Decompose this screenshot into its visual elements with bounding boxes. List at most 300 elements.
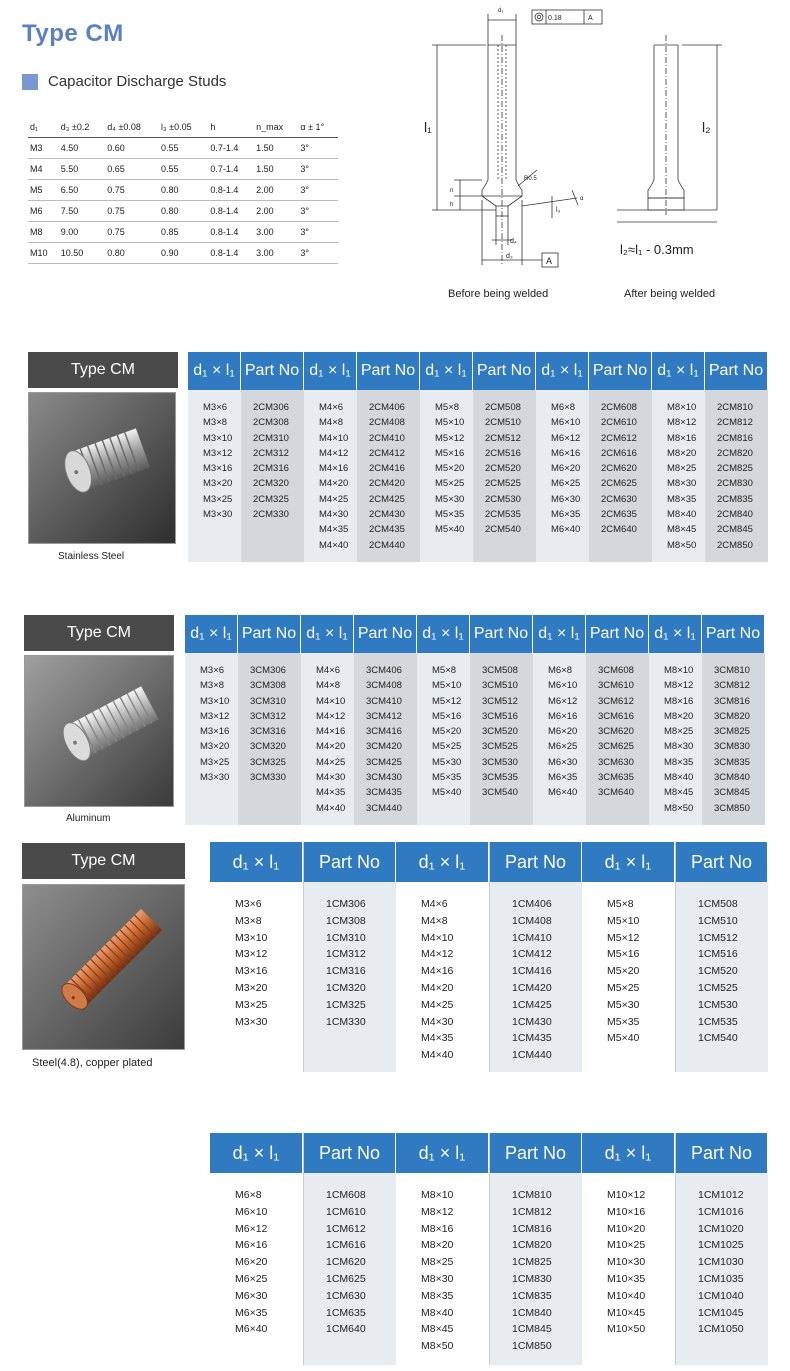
partno-cell: 1CM310: [326, 931, 366, 944]
size-cell: M4×25: [316, 756, 346, 768]
size-cell: M3×10: [203, 432, 233, 444]
size-cell: M8×20: [667, 447, 697, 459]
section-1-group-4-partno-column: [589, 352, 652, 562]
spec-cell: 0.7-1.4: [208, 138, 254, 159]
partno-cell: 3CM616: [598, 710, 634, 722]
partno-cell: 1CM810: [512, 1189, 552, 1201]
spec-row: [28, 201, 338, 222]
size-cell: M8×20: [421, 1239, 454, 1252]
section-3-material: Steel(4.8), copper plated: [32, 1057, 153, 1069]
spec-cell: 2.00: [254, 201, 298, 222]
size-column-header: d₁ × l₁: [396, 842, 489, 882]
partno-cell: 2CM440: [369, 539, 405, 551]
spec-cell: 3°: [298, 243, 338, 264]
section-3-group-2-partno-column: [489, 842, 582, 1072]
partno-cell: 2CM412: [369, 447, 405, 459]
partno-cell: 2CM312: [253, 447, 289, 459]
size-cell: M10×16: [607, 1205, 646, 1218]
size-cell: M3×30: [200, 772, 230, 784]
column-body: [652, 390, 705, 562]
partno-cell: 1CM620: [326, 1256, 366, 1269]
spec-cell: 7.50: [59, 201, 106, 222]
size-cell: M6×30: [548, 756, 578, 768]
section-3-type-label: Type CM: [22, 843, 185, 879]
column-body: [705, 390, 768, 562]
partno-cell: 2CM325: [253, 493, 289, 505]
partno-cell: 2CM635: [601, 509, 637, 521]
column-body: [582, 1173, 675, 1365]
partno-cell: 1CM325: [326, 998, 366, 1011]
spec-header-2: d₄ ±0.08: [105, 118, 159, 138]
size-cell: M4×12: [421, 948, 454, 961]
size-column-header: d₁ × l₁: [304, 352, 357, 390]
spec-row: [28, 243, 338, 264]
square-bullet-icon: [22, 74, 38, 90]
size-column-header: d₁ × l₁: [582, 1133, 675, 1173]
partno-cell: 3CM612: [598, 695, 634, 707]
section-1-group-5-size-column: [652, 352, 705, 562]
partno-cell: 3CM625: [598, 741, 634, 753]
size-cell: M3×8: [200, 680, 225, 692]
section-2-parts-table: [185, 615, 765, 825]
partno-cell: 1CM608: [326, 1189, 366, 1201]
section-2-group-2-size-column: [301, 615, 354, 825]
spec-cell: 3.00: [254, 243, 298, 264]
size-cell: M8×40: [664, 772, 694, 784]
spec-cell: 0.90: [159, 243, 208, 264]
partno-cell: 1CM520: [698, 965, 738, 978]
section-4-parts-table: [210, 1133, 768, 1365]
size-cell: M3×20: [235, 981, 268, 994]
size-cell: M8×12: [421, 1205, 454, 1218]
column-body: [304, 390, 357, 562]
partno-column-header: Part No: [705, 352, 768, 390]
spec-cell: 0.8-1.4: [208, 180, 254, 201]
partno-column-header: Part No: [702, 615, 765, 653]
size-cell: M3×16: [203, 463, 233, 475]
size-cell: M8×50: [667, 539, 697, 551]
spec-cell: 4.50: [59, 138, 106, 159]
size-cell: M8×30: [421, 1272, 454, 1285]
spec-cell: 1.50: [254, 138, 298, 159]
partno-cell: 3CM810: [714, 665, 750, 676]
partno-cell: 3CM420: [366, 741, 402, 753]
size-cell: M4×30: [421, 1015, 454, 1028]
size-cell: M6×10: [235, 1205, 268, 1218]
size-column-header: d₁ × l₁: [536, 352, 589, 390]
partno-cell: 1CM330: [326, 1015, 366, 1028]
spec-cell: 0.65: [105, 159, 159, 180]
partno-cell: 2CM830: [717, 478, 753, 490]
column-body: [241, 390, 304, 562]
partno-cell: 1CM412: [512, 948, 552, 961]
partno-cell: 1CM516: [698, 948, 738, 961]
section-1-group-2-partno-column: [357, 352, 420, 562]
size-cell: M3×30: [235, 1015, 268, 1028]
partno-cell: 3CM835: [714, 756, 750, 768]
size-cell: M6×12: [551, 432, 581, 444]
size-cell: M4×35: [421, 1032, 454, 1045]
tolerance-value: 0.18: [548, 15, 562, 22]
size-cell: M8×25: [664, 726, 694, 738]
aluminum-stud-photo: [24, 655, 174, 807]
size-cell: M8×12: [667, 417, 697, 429]
partno-cell: 1CM440: [512, 1049, 552, 1062]
spec-cell: 2.00: [254, 180, 298, 201]
partno-cell: 1CM616: [326, 1239, 366, 1252]
column-body: [304, 1173, 396, 1365]
size-cell: M6×30: [551, 493, 581, 505]
spec-table-body: [28, 138, 338, 264]
size-cell: M6×8: [548, 665, 573, 676]
size-cell: M5×40: [435, 524, 465, 536]
partno-cell: 1CM1012: [698, 1189, 744, 1201]
datum-a: A: [546, 256, 553, 266]
size-cell: M8×16: [667, 432, 697, 444]
partno-cell: 3CM520: [482, 726, 518, 738]
partno-cell: 3CM330: [250, 772, 286, 784]
size-cell: M4×25: [421, 998, 454, 1011]
size-column-header: d₁ × l₁: [210, 1133, 303, 1173]
size-column-header: d₁ × l₁: [420, 352, 473, 390]
spec-cell: 0.80: [105, 243, 159, 264]
size-cell: M10×45: [607, 1306, 646, 1319]
section-2-group-1-size-column: [185, 615, 238, 825]
partno-cell: 2CM535: [485, 509, 521, 521]
size-cell: M5×8: [607, 898, 634, 910]
section-1-type-label: Type CM: [28, 352, 178, 388]
section-1-group-1-size-column: [188, 352, 241, 562]
partno-cell: 1CM420: [512, 981, 552, 994]
size-cell: M6×10: [551, 417, 581, 429]
column-body: [490, 882, 582, 1072]
size-cell: M3×10: [235, 931, 268, 944]
spec-table: [28, 118, 338, 264]
size-cell: M5×12: [435, 432, 465, 444]
section-4-group-1-partno-column: [303, 1133, 396, 1365]
partno-cell: 3CM510: [482, 680, 518, 692]
size-cell: M4×12: [316, 710, 346, 722]
partno-cell: 3CM840: [714, 772, 750, 784]
partno-cell: 3CM440: [366, 802, 402, 814]
section-2-group-4-size-column: [533, 615, 586, 825]
size-cell: M8×40: [421, 1306, 454, 1319]
spec-cell: 0.75: [105, 201, 159, 222]
partno-cell: 2CM540: [485, 524, 521, 536]
size-cell: M8×45: [664, 787, 694, 799]
partno-cell: 3CM312: [250, 710, 286, 722]
partno-cell: 3CM408: [366, 680, 402, 692]
partno-column-header: Part No: [304, 842, 396, 882]
size-cell: M4×40: [421, 1049, 454, 1062]
dim-d4: d₄: [510, 238, 517, 245]
spec-row: [28, 138, 338, 159]
partno-cell: 2CM316: [253, 463, 289, 475]
column-body: [676, 882, 768, 1072]
size-cell: M6×8: [551, 402, 576, 413]
partno-cell: 3CM812: [714, 680, 750, 692]
partno-cell: 1CM1025: [698, 1239, 744, 1252]
size-cell: M10×20: [607, 1222, 646, 1235]
partno-cell: 3CM825: [714, 726, 750, 738]
size-cell: M3×8: [235, 914, 262, 927]
size-cell: M3×25: [203, 493, 233, 505]
partno-cell: 2CM410: [369, 432, 405, 444]
partno-cell: 1CM845: [512, 1323, 552, 1336]
partno-cell: 2CM608: [601, 402, 637, 413]
column-body: [702, 653, 765, 825]
partno-cell: 3CM640: [598, 787, 634, 799]
section-1-parts-table: [188, 352, 768, 562]
size-cell: M3×6: [200, 665, 225, 676]
size-cell: M10×35: [607, 1272, 646, 1285]
partno-cell: 1CM306: [326, 898, 366, 910]
size-cell: M10×12: [607, 1189, 646, 1201]
size-cell: M6×35: [551, 509, 581, 521]
partno-cell: 3CM620: [598, 726, 634, 738]
partno-cell: 2CM850: [717, 539, 753, 551]
size-cell: M8×16: [421, 1222, 454, 1235]
spec-cell: 0.80: [159, 180, 208, 201]
column-body: [357, 390, 420, 562]
partno-cell: 2CM520: [485, 463, 521, 475]
after-caption: After being welded: [624, 288, 716, 300]
size-cell: M5×40: [432, 787, 462, 799]
column-body: [210, 882, 303, 1072]
size-cell: M3×16: [235, 965, 268, 978]
size-cell: M4×20: [319, 478, 349, 490]
partno-cell: 1CM1050: [698, 1323, 744, 1336]
spec-cell: 3°: [298, 138, 338, 159]
partno-cell: 3CM435: [366, 787, 402, 799]
spec-cell: M4: [28, 159, 59, 180]
size-cell: M5×25: [435, 478, 465, 490]
section-1-group-4-size-column: [536, 352, 589, 562]
spec-cell: 0.85: [159, 222, 208, 243]
spec-cell: M8: [28, 222, 59, 243]
copper-stud-photo: [22, 884, 185, 1050]
partno-cell: 2CM416: [369, 463, 405, 475]
column-body: [586, 653, 649, 825]
section-2-group-1-partno-column: [238, 615, 301, 825]
spec-cell: 3°: [298, 222, 338, 243]
section-1-group-2-size-column: [304, 352, 357, 562]
size-cell: M3×6: [203, 402, 228, 413]
partno-cell: 2CM640: [601, 524, 637, 536]
column-body: [536, 390, 589, 562]
size-cell: M8×35: [664, 756, 694, 768]
size-cell: M6×10: [548, 680, 578, 692]
spec-cell: 3°: [298, 159, 338, 180]
size-cell: M5×10: [607, 914, 640, 927]
size-cell: M3×12: [235, 948, 268, 961]
spec-cell: 0.80: [159, 201, 208, 222]
size-cell: M8×10: [421, 1189, 454, 1201]
partno-cell: 1CM320: [326, 981, 366, 994]
partno-cell: 1CM316: [326, 965, 366, 978]
size-cell: M6×40: [551, 524, 581, 536]
dim-h: h: [450, 202, 454, 208]
partno-cell: 3CM630: [598, 756, 634, 768]
partno-cell: 1CM850: [512, 1340, 552, 1353]
size-cell: M10×25: [607, 1239, 646, 1252]
section-3-group-2-size-column: [396, 842, 489, 1072]
partno-cell: 2CM406: [369, 402, 405, 413]
size-column-header: d₁ × l₁: [210, 842, 303, 882]
dim-n: n: [450, 188, 454, 194]
formula: l₂≈l₁ - 0.3mm: [620, 242, 694, 257]
partno-cell: 2CM612: [601, 432, 637, 444]
partno-column-header: Part No: [676, 842, 768, 882]
section-4-group-3-partno-column: [675, 1133, 768, 1365]
size-cell: M3×20: [203, 478, 233, 490]
size-cell: M5×30: [607, 998, 640, 1011]
technical-drawing: [412, 0, 772, 310]
size-cell: M4×40: [319, 539, 349, 551]
column-body: [649, 653, 702, 825]
partno-cell: 2CM320: [253, 478, 289, 490]
size-cell: M5×20: [435, 463, 465, 475]
spec-cell: 0.55: [159, 138, 208, 159]
partno-cell: 1CM1030: [698, 1256, 744, 1269]
size-cell: M3×25: [235, 998, 268, 1011]
size-cell: M3×30: [203, 509, 233, 521]
column-body: [210, 1173, 303, 1365]
size-cell: M5×8: [432, 665, 457, 676]
partno-cell: 1CM312: [326, 948, 366, 961]
size-cell: M4×30: [316, 772, 346, 784]
partno-cell: 1CM612: [326, 1222, 366, 1235]
size-cell: M4×16: [319, 463, 349, 475]
section-4-group-1-size-column: [210, 1133, 303, 1365]
size-cell: M8×30: [667, 478, 697, 490]
column-body: [470, 653, 533, 825]
size-cell: M5×30: [435, 493, 465, 505]
size-column-header: d₁ × l₁: [582, 842, 675, 882]
size-cell: M5×16: [435, 447, 465, 459]
partno-cell: 3CM635: [598, 772, 634, 784]
size-cell: M6×16: [235, 1239, 268, 1252]
spec-cell: 3°: [298, 180, 338, 201]
partno-cell: 1CM830: [512, 1272, 552, 1285]
partno-cell: 3CM530: [482, 756, 518, 768]
partno-column-header: Part No: [586, 615, 649, 653]
partno-cell: 3CM535: [482, 772, 518, 784]
section-2-group-4-partno-column: [586, 615, 649, 825]
partno-cell: 2CM616: [601, 447, 637, 459]
partno-cell: 2CM525: [485, 478, 521, 490]
size-cell: M4×10: [319, 432, 349, 444]
column-body: [490, 1173, 582, 1365]
spec-header-3: l₃ ±0.05: [159, 118, 208, 138]
spec-cell: 0.55: [159, 159, 208, 180]
size-cell: M5×16: [432, 710, 462, 722]
partno-cell: 2CM812: [717, 417, 753, 429]
partno-cell: 1CM525: [698, 981, 738, 994]
partno-cell: 2CM816: [717, 432, 753, 444]
column-body: [354, 653, 417, 825]
spec-cell: 0.75: [105, 222, 159, 243]
size-cell: M6×25: [235, 1272, 268, 1285]
partno-cell: 1CM840: [512, 1306, 552, 1319]
spec-header-0: d₁: [28, 118, 59, 138]
partno-cell: 1CM816: [512, 1222, 552, 1235]
section-2-group-5-size-column: [649, 615, 702, 825]
size-column-header: d₁ × l₁: [188, 352, 241, 390]
partno-cell: 3CM416: [366, 726, 402, 738]
size-cell: M3×6: [235, 898, 262, 910]
size-cell: M3×25: [200, 756, 230, 768]
section-1-group-5-partno-column: [705, 352, 768, 562]
dim-alpha: α: [580, 196, 584, 202]
size-cell: M4×25: [319, 493, 349, 505]
partno-cell: 2CM430: [369, 509, 405, 521]
partno-cell: 3CM610: [598, 680, 634, 692]
column-body: [533, 653, 586, 825]
size-cell: M6×35: [235, 1306, 268, 1319]
spec-header-6: α ± 1°: [298, 118, 338, 138]
size-cell: M5×12: [432, 695, 462, 707]
partno-cell: 1CM610: [326, 1205, 366, 1218]
partno-cell: 2CM420: [369, 478, 405, 490]
size-cell: M6×12: [235, 1222, 268, 1235]
size-cell: M10×30: [607, 1256, 646, 1269]
partno-cell: 1CM835: [512, 1289, 552, 1302]
partno-cell: 1CM408: [512, 914, 552, 927]
spec-cell: 0.8-1.4: [208, 222, 254, 243]
partno-cell: 1CM410: [512, 931, 552, 944]
section-1-group-1-partno-column: [241, 352, 304, 562]
column-body: [420, 390, 473, 562]
partno-cell: 1CM1040: [698, 1289, 744, 1302]
size-cell: M6×20: [551, 463, 581, 475]
column-body: [417, 653, 470, 825]
partno-cell: 2CM845: [717, 524, 753, 536]
partno-cell: 3CM508: [482, 665, 518, 676]
partno-cell: 3CM830: [714, 741, 750, 753]
section-3-group-3-partno-column: [675, 842, 768, 1072]
section-1-group-3-partno-column: [473, 352, 536, 562]
section-4-group-3-size-column: [582, 1133, 675, 1365]
partno-cell: 3CM430: [366, 772, 402, 784]
size-cell: M10×40: [607, 1289, 646, 1302]
section-2-group-3-partno-column: [470, 615, 533, 825]
size-cell: M4×10: [316, 695, 346, 707]
size-column-header: d₁ × l₁: [301, 615, 354, 653]
column-body: [589, 390, 652, 562]
size-cell: M8×45: [667, 524, 697, 536]
size-cell: M6×40: [548, 787, 578, 799]
size-cell: M6×12: [548, 695, 578, 707]
section-1-material: Stainless Steel: [58, 551, 125, 562]
partno-cell: 3CM310: [250, 695, 286, 707]
spec-row: [28, 180, 338, 201]
partno-cell: 3CM410: [366, 695, 402, 707]
size-cell: M8×25: [421, 1256, 454, 1269]
partno-cell: 2CM510: [485, 417, 521, 429]
spec-table-header: [28, 118, 338, 138]
size-cell: M4×6: [319, 402, 344, 413]
spec-cell: 0.75: [105, 180, 159, 201]
size-cell: M10×50: [607, 1323, 646, 1336]
size-cell: M8×30: [664, 741, 694, 753]
size-cell: M5×35: [435, 509, 465, 521]
size-cell: M6×25: [548, 741, 578, 753]
subtitle: Capacitor Discharge Studs: [48, 73, 227, 90]
partno-cell: 1CM510: [698, 914, 738, 927]
spec-cell: 0.7-1.4: [208, 159, 254, 180]
partno-column-header: Part No: [589, 352, 652, 390]
